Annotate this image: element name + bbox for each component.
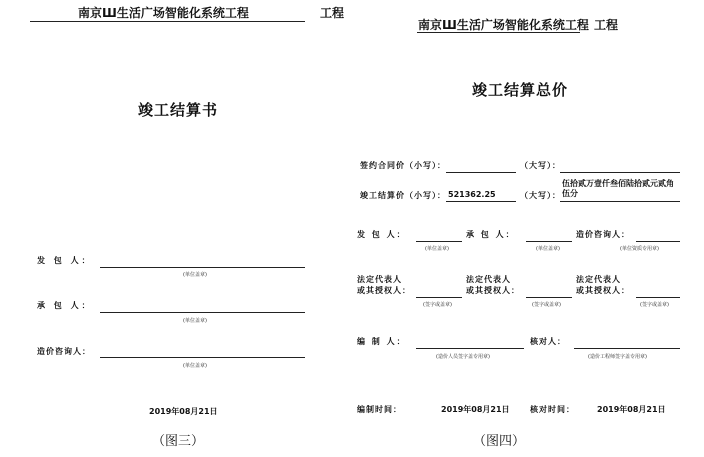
rep2-line [526,297,572,298]
settle-price-value: 521362.25 [448,190,496,199]
rep1-label-line1: 法定代表人 [357,275,402,284]
right-employer-label: 发 包 人： [357,230,407,239]
left-employer-label: 发 包 人： [37,256,93,265]
compile-time-value: 2019年08月21日 [441,405,510,414]
left-header-suffix: 工程 [320,6,345,20]
rep1-label-line2: 或其授权人： [357,286,411,295]
compiler-label: 编 制 人： [357,337,407,346]
compile-time-label: 编制时间： [357,405,402,414]
right-employer-line [416,241,462,242]
right-doc-title: 竣工结算总价 [472,81,569,99]
left-doc-title: 竣工结算书 [138,101,219,119]
settle-price-big-line [560,201,680,202]
right-contractor-note: (单位盖章) [536,246,560,252]
right-contractor-label: 承 包 人： [466,230,516,239]
rep2-label-line1: 法定代表人 [466,275,511,284]
rep3-label-line1: 法定代表人 [576,275,621,284]
rep1-note: (签字或盖章) [423,302,452,308]
rep1-label [357,274,411,296]
right-header-suffix: 工程 [594,18,619,32]
rep3-label-line2: 或其授权人： [576,286,630,295]
right-contractor-line [526,241,572,242]
left-consultant-note: (单位盖章) [183,363,207,369]
right-caption: （图四） [473,434,526,449]
rep1-line [416,297,462,298]
rep3-note: (签字或盖章) [640,302,669,308]
checker-label: 核对人： [530,337,566,346]
right-employer-note: (单位盖章) [425,246,449,252]
contract-price-big-line [560,172,680,173]
left-project-name: 南京Ш生活广场智能化系统工程 [78,6,249,20]
checker-note: (造价工程师签字盖专用章) [588,354,647,360]
settle-price-label: 竣工结算价（小写）： [360,191,446,200]
compiler-note: (造价人员签字盖专用章) [436,354,490,360]
left-contractor-line [100,312,305,313]
left-employer-line [100,267,305,268]
rep2-note: (签字或盖章) [532,302,561,308]
left-consultant-label: 造价咨询人： [37,347,91,356]
left-contractor-note: (单位盖章) [183,318,207,324]
right-consultant-line [636,241,680,242]
rep3-label [576,274,630,296]
contract-price-line [446,172,516,173]
rep2-label-line2: 或其授权人： [466,286,520,295]
settle-price-big-value: 伍拾贰万壹仟叁佰陆拾贰元贰角伍分 [562,179,674,198]
left-contractor-label: 承 包 人： [37,301,93,310]
compiler-line [416,348,524,349]
contract-price-big-label: （大写）： [520,161,561,170]
left-consultant-line [100,357,305,358]
right-project-name: 南京Ш生活广场智能化系统工程 [418,18,589,32]
checker-line [574,348,680,349]
left-date: 2019年08月21日 [149,407,218,416]
rep2-label [466,274,520,296]
check-time-label: 核对时间： [530,405,575,414]
contract-price-label: 签约合同价（小写）： [360,161,446,170]
left-caption: （图三） [152,434,205,449]
settle-price-line [446,201,516,202]
right-header-underline [417,32,580,33]
left-employer-note: (单位盖章) [183,272,207,278]
right-consultant-note: (单位资质专用章) [620,246,659,252]
right-consultant-label: 造价咨询人： [576,230,630,239]
check-time-value: 2019年08月21日 [597,405,666,414]
rep3-line [636,297,680,298]
left-header-underline [30,21,305,22]
settle-price-big-label: （大写）： [520,191,561,200]
